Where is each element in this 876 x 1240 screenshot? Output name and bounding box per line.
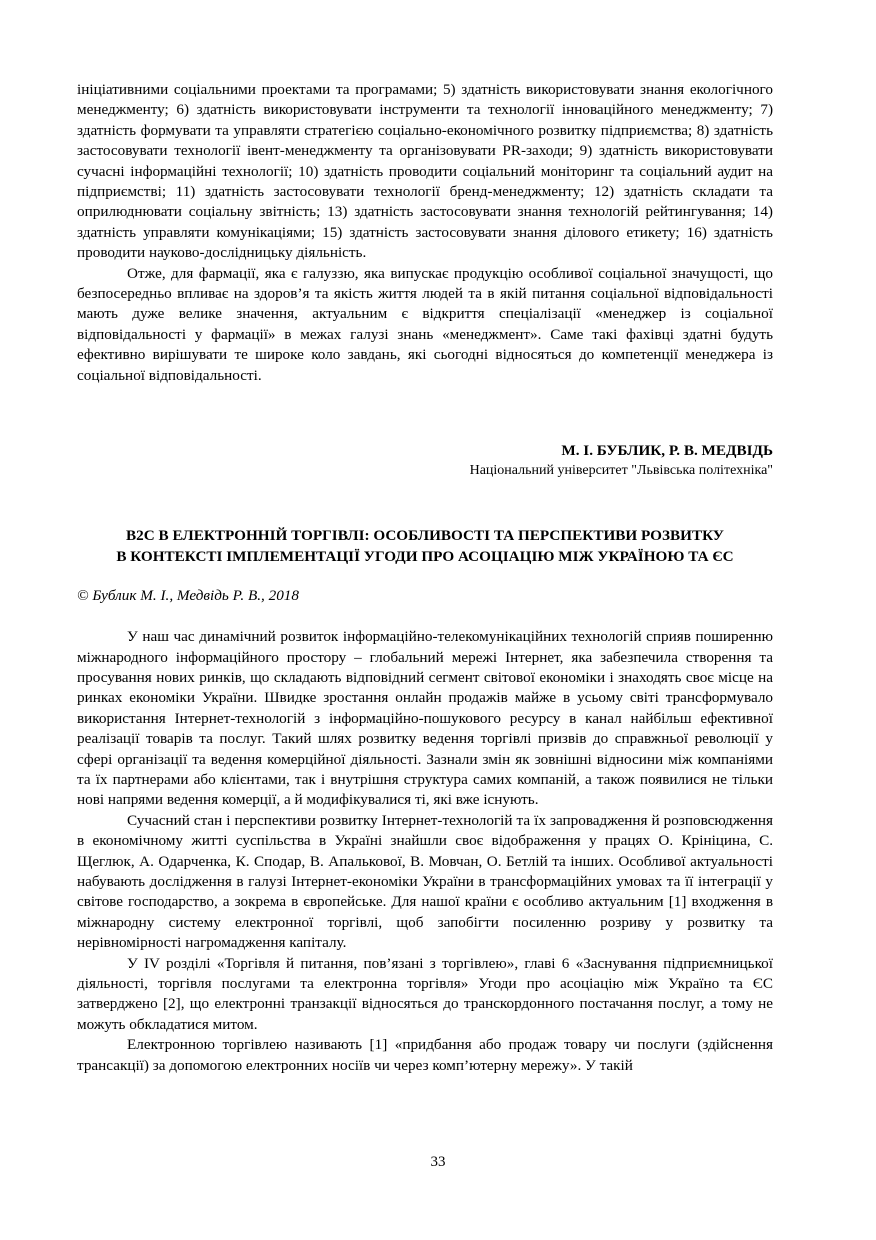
body-paragraph: Сучасний стан і перспективи розвитку Інтернет-технологій та їх запровадження й розповсюдження в економічному житті суспільства в Україні знайшли своє відображення у працях О. Крініцина, С. Щеглюк, А. Одарченка, К. Сподар, В. Апалькової, В. Мовчан, О. Бетлій та інших. Особливої актуальності набувають дослідження в галузі Інтернет-економіки України в трансформаційних умовах та її інтеграції у світове господарство, а зокрема в європейське. Для нашої країни є особливо актуальним [1] входження в міжнародну систему електронної торгівлі, щоб запобігти посиленню розриву у розвитку та нерівномірності нагромадження капіталу. [77,811,773,952]
conclusion-paragraph: Отже, для фармації, яка є галуззю, яка випускає продукцію особливої соціальної значущості, що безпосередньо впливає на здоров’я та якість життя людей та в якій питання соціальної відповідальності мають дуже велике значення, актуальним є відкриття спеціалізації «менеджер із соціальної відповідальності у фармації» в межах галузі знань «менеджмент». Саме такі фахівці здатні будуть ефективно вирішувати те широке коло завдань, які сьогодні відносяться до компетенції менеджера із соціальної відповідальності. [77,264,773,384]
article-title [77,525,773,567]
affiliation: Національний університет "Львівська політехніка" [469,463,773,479]
article-title-line: B2C В ЕЛЕКТРОННІЙ ТОРГІВЛІ: ОСОБЛИВОСТІ ТА ПЕРСПЕКТИВИ РОЗВИТКУ [126,527,724,545]
authors: М. І. БУБЛИК, Р. В. МЕДВІДЬ [561,442,773,460]
continuation-paragraph: ініціативними соціальними проектами та програмами; 5) здатність використовувати знання екологічного менеджменту; 6) здатність використовувати інструменти та технології інноваційного менеджменту; 7) здатність формувати та управляти стратегією соціально-економічного розвитку підприємства; 8) здатність застосовувати технології івент-менеджменту та організовувати PR-заходи; 9) здатність використовувати сучасні інформаційні технології; 10) здатність проводити соціальний моніторинг та соціальний аудит на підприємстві; 11) здатність застосовувати технології бренд-менеджменту; 12) здатність складати та оприлюднювати соціальну звітність; 13) здатність застосовувати знання технологій рейтингування; 14) здатність управляти комунікаціями; 15) здатність застосовувати знання ділового етикету; 16) здатність проводити науково-дослідницьку діяльність. [77,81,773,262]
author-block [77,441,773,481]
article-title-line: В КОНТЕКСТІ ІМПЛЕМЕНТАЦІЇ УГОДИ ПРО АСОЦІАЦІЮ МІЖ УКРАЇНОЮ ТА ЄС [116,548,734,566]
body-paragraph: У наш час динамічний розвиток інформаційно-телекомунікаційних технологій сприяв поширенню міжнародного інформаційного простору – глобальний мережі Інтернет, яка забезпечила створення та просування нових ринків, що складають відповідний сегмент світової економіки і знаходять своє місце на ринках економіки України. Швидке зростання онлайн продажів майже в усьому світі трансформувало використання Інтернет-технологій з інформаційно-пошукового ресурсу в канал найбільш ефективної реалізації товарів та послуг. Такий шлях розвитку ведення торгівлі призвів до справжньої революції у сфері організації та ведення комерційної діяльності. Зазнали змін як зовнішні відносини між компаніями та їх партнерами або клієнтами, так і внутрішня структура самих компаній, а також появилися не тільки нові напрями ведення комерції, а й модифікувалися ті, які вже існують. [77,628,773,809]
copyright-line: © Бублик М. І., Медвідь Р. В., 2018 [77,587,299,605]
body-paragraph: Електронною торгівлею називають [1] «придбання або продаж товару чи послуги (здійснення трансакції) за допомогою електронних носіїв чи через комп’ютерну мережу». У такій [77,1036,773,1074]
page-number: 33 [430,1154,446,1170]
page-content [77,80,773,1076]
body-paragraph: У IV розділі «Торгівля й питання, пов’язані з торгівлею», главі 6 «Заснування підприємницької діяльності, торгівля послугами та електронна торгівля» Угоди про асоціацію між Україно та ЄС затверджено [2], що електронні транзакції відносяться до транскордонного постачання послуг, а тому не можуть обкладатися митом. [77,954,773,1033]
